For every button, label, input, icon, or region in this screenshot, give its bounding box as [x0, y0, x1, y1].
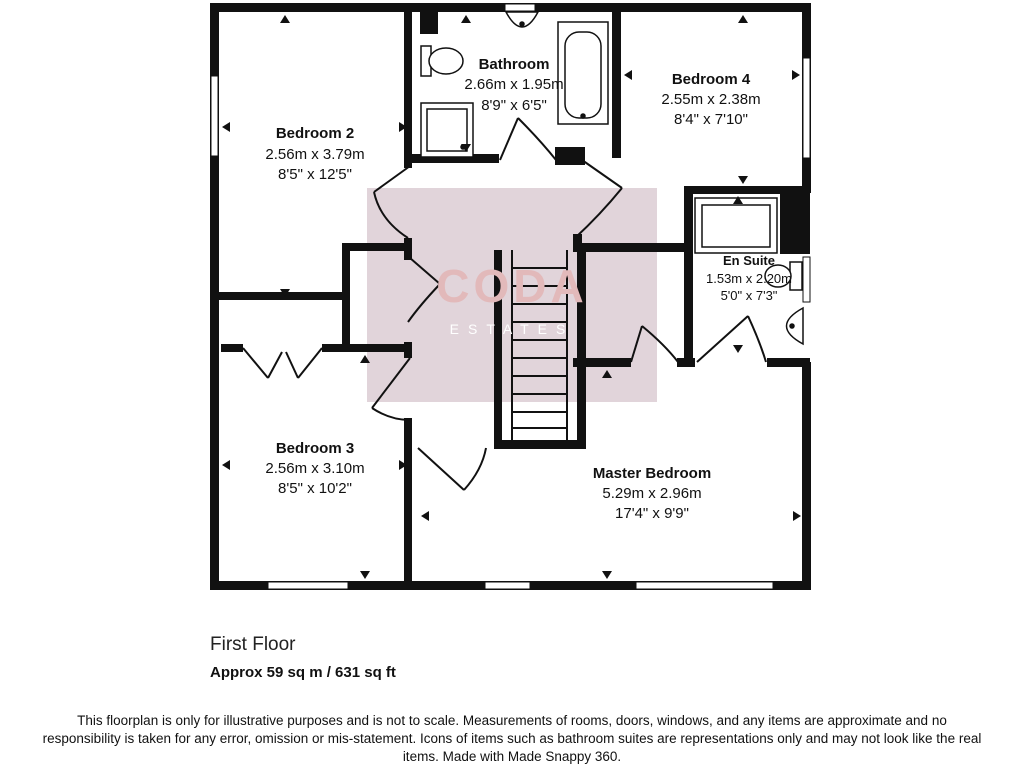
bathroom-metric: 2.66m x 1.95m: [464, 76, 564, 93]
ensuite-sink-icon: [787, 308, 804, 344]
logo-sub: ESTATES: [449, 321, 575, 337]
ensuite-name: En Suite: [722, 253, 776, 268]
toilet-icon: [421, 46, 463, 76]
disclaimer: This floorplan is only for illustrative purposes and is not to scale. Measurements of rooms, doors, windows, and any items are approximate and no responsibility is taken for any error, omission or mis-statement. Icons of items such as bathroom suites are representations only and may not look like the real items. Made with Made Snappy 360.: [42, 713, 982, 764]
bathroom-imperial: 8'9" x 6'5": [481, 97, 547, 114]
floor-title: First Floor: [210, 634, 296, 655]
bedroom4-metric: 2.55m x 2.38m: [661, 91, 761, 108]
bedroom2-imperial: 8'5" x 12'5": [278, 166, 352, 183]
bedroom4-name: Bedroom 4: [671, 71, 751, 88]
logo-brand: CODA: [436, 260, 588, 312]
master-bedroom-imperial: 17'4" x 9'9": [615, 505, 689, 522]
bedroom3-name: Bedroom 3: [275, 440, 355, 457]
bathroom-name: Bathroom: [478, 56, 550, 73]
bedroom2-metric: 2.56m x 3.79m: [265, 146, 365, 163]
bathroom-sink-icon: [506, 12, 538, 27]
master-bedroom-metric: 5.29m x 2.96m: [602, 485, 702, 502]
ensuite-shower-icon: [695, 198, 777, 253]
floor-area: Approx 59 sq m / 631 sq ft: [210, 664, 396, 681]
ensuite-metric: 1.53m x 2.20m: [706, 271, 792, 286]
bedroom3-metric: 2.56m x 3.10m: [265, 460, 365, 477]
bedroom3-imperial: 8'5" x 10'2": [278, 480, 352, 497]
bedroom4-imperial: 8'4" x 7'10": [674, 111, 748, 128]
bedroom2-name: Bedroom 2: [275, 125, 355, 142]
master-bedroom-name: Master Bedroom: [592, 465, 712, 482]
bathtub-icon: [558, 22, 608, 124]
ensuite-imperial: 5'0" x 7'3": [720, 288, 778, 303]
